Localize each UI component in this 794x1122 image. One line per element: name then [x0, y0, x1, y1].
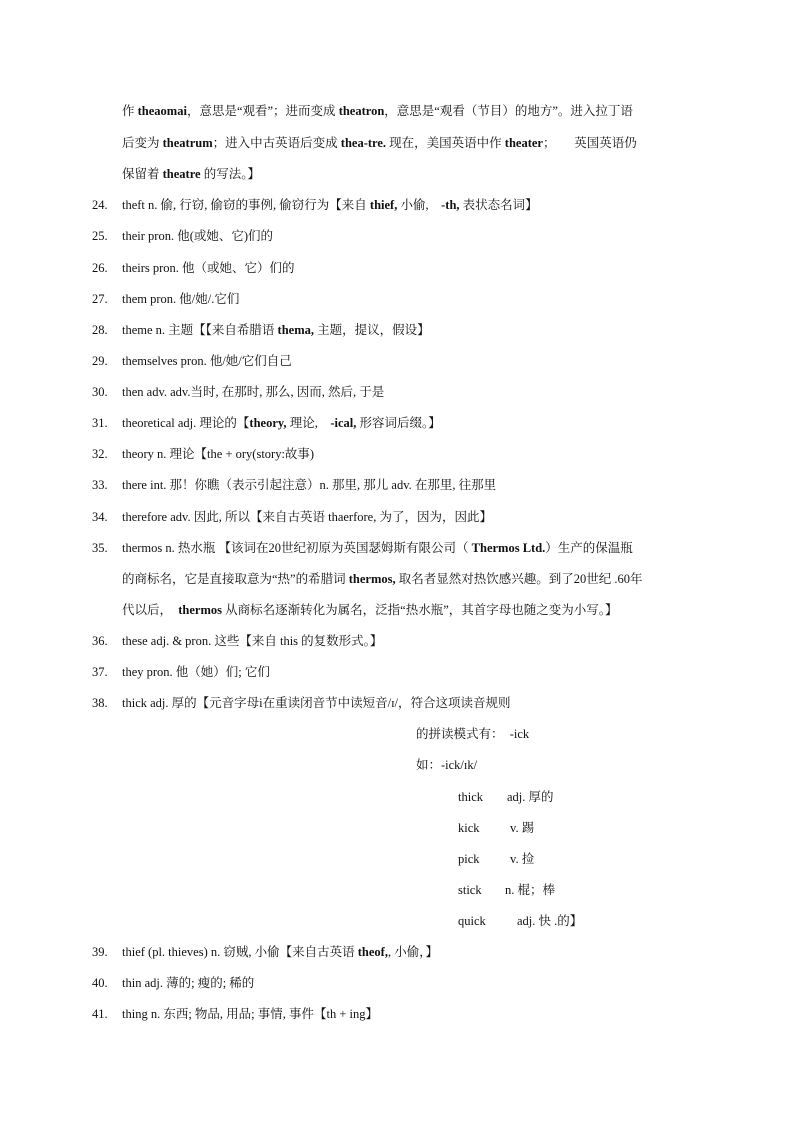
entry-number: 31. [92, 416, 108, 430]
entry-number: 37. [92, 665, 108, 679]
entry-text: thief (pl. thieves) n. 窃贼, 小偷【来自古英语 theof,, 小偷，】 [122, 945, 438, 959]
entry-number: 40. [92, 976, 108, 990]
example-meaning: adj. 快 .的】 [517, 914, 583, 928]
entry-text: there int. 那！你瞧（表示引起注意）n. 那里, 那儿 adv. 在那里, 往那里 [122, 478, 497, 492]
entry-text: thing n. 东西; 物品, 用品; 事情, 事件【th + ing】 [122, 1007, 379, 1021]
example-word: kick [458, 821, 480, 835]
entry-number: 34. [92, 510, 108, 524]
example-meaning: v. 踢 [510, 821, 535, 835]
entry-number: 26. [92, 261, 108, 275]
entry-text: these adj. & pron. 这些【来自 this 的复数形式。】 [122, 634, 383, 648]
entry-number: 35. [92, 541, 108, 555]
spelling-pattern-intro: 的拼读模式有： -ick [416, 727, 530, 741]
entry-text: theoretical adj. 理论的【theory, 理论, -ical, 形容词后缀。】 [122, 416, 441, 430]
example-meaning: n. 棍；棒 [505, 883, 556, 897]
entry-text: theirs pron. 他（或她、它）们的 [122, 261, 295, 275]
entry-number: 36. [92, 634, 108, 648]
entry-number: 32. [92, 447, 108, 461]
entry-text: theme n. 主题【【来自希腊语 thema, 主题，提议，假设】 [122, 323, 430, 337]
entry-text: therefore adv. 因此, 所以【来自古英语 thaerfore, 为了，因为，因此】 [122, 510, 492, 524]
entry-23-continuation-line-3: 保留着 theatre 的写法。】 [122, 167, 260, 181]
entry-text: themselves pron. 他/她/它们自己 [122, 354, 292, 368]
example-meaning: adj. 厚的 [507, 790, 554, 804]
entry-number: 24. [92, 198, 108, 212]
entry-text: thin adj. 薄的; 瘦的; 稀的 [122, 976, 255, 990]
entry-23-continuation-line-1: 作 theaomai，意思是“观看”；进而变成 theatron，意思是“观看（节目）的地方”。进入拉丁语 [122, 104, 633, 118]
entry-text: thermos n. 热水瓶 【该词在20世纪初原为英国瑟姆斯有限公司（ Thermos Ltd.）生产的保温瓶 [122, 541, 633, 555]
example-word: quick [458, 914, 486, 928]
entry-35-line-2: 的商标名，它是直接取意为“热”的希腊词 thermos, 取名者显然对热饮感兴趣。到了20世纪 .60年 [122, 572, 643, 586]
entry-number: 28. [92, 323, 108, 337]
entry-number: 39. [92, 945, 108, 959]
entry-text: theory n. 理论【the + ory(story:故事) [122, 447, 315, 461]
entry-number: 30. [92, 385, 108, 399]
entry-23-continuation-line-2: 后变为 theatrum；进入中古英语后变成 thea-tre. 现在，美国英语中作 theater； 英国英语仍 [122, 136, 637, 150]
entry-35-line-3: 代以后， thermos 从商标名逐渐转化为属名，泛指“热水瓶”，其首字母也随之变为小写。】 [122, 603, 618, 617]
entry-text: then adv. adv.当时, 在那时, 那么, 因而, 然后, 于是 [122, 385, 385, 399]
entry-text: theft n. 偷, 行窃, 偷窃的事例, 偷窃行为【来自 thief, 小偷, -th, 表状态名词】 [122, 198, 538, 212]
example-meaning: v. 捡 [510, 852, 535, 866]
example-word: pick [458, 852, 480, 866]
entry-text: their pron. 他(或她、它)们的 [122, 229, 274, 243]
spelling-pattern-example-intro: 如：-ick/ɪk/ [416, 758, 478, 772]
entry-number: 27. [92, 292, 108, 306]
entry-text: they pron. 他（她）们; 它们 [122, 665, 270, 679]
entry-number: 25. [92, 229, 108, 243]
example-word: thick [458, 790, 483, 804]
entry-number: 29. [92, 354, 108, 368]
entry-number: 41. [92, 1007, 108, 1021]
entry-text: thick adj. 厚的【元音字母i在重读闭音节中读短音/ɪ/，符合这项读音规则 [122, 696, 511, 710]
entry-text: them pron. 他/她/.它们 [122, 292, 240, 306]
entry-number: 38. [92, 696, 108, 710]
example-word: stick [458, 883, 482, 897]
entry-number: 33. [92, 478, 108, 492]
